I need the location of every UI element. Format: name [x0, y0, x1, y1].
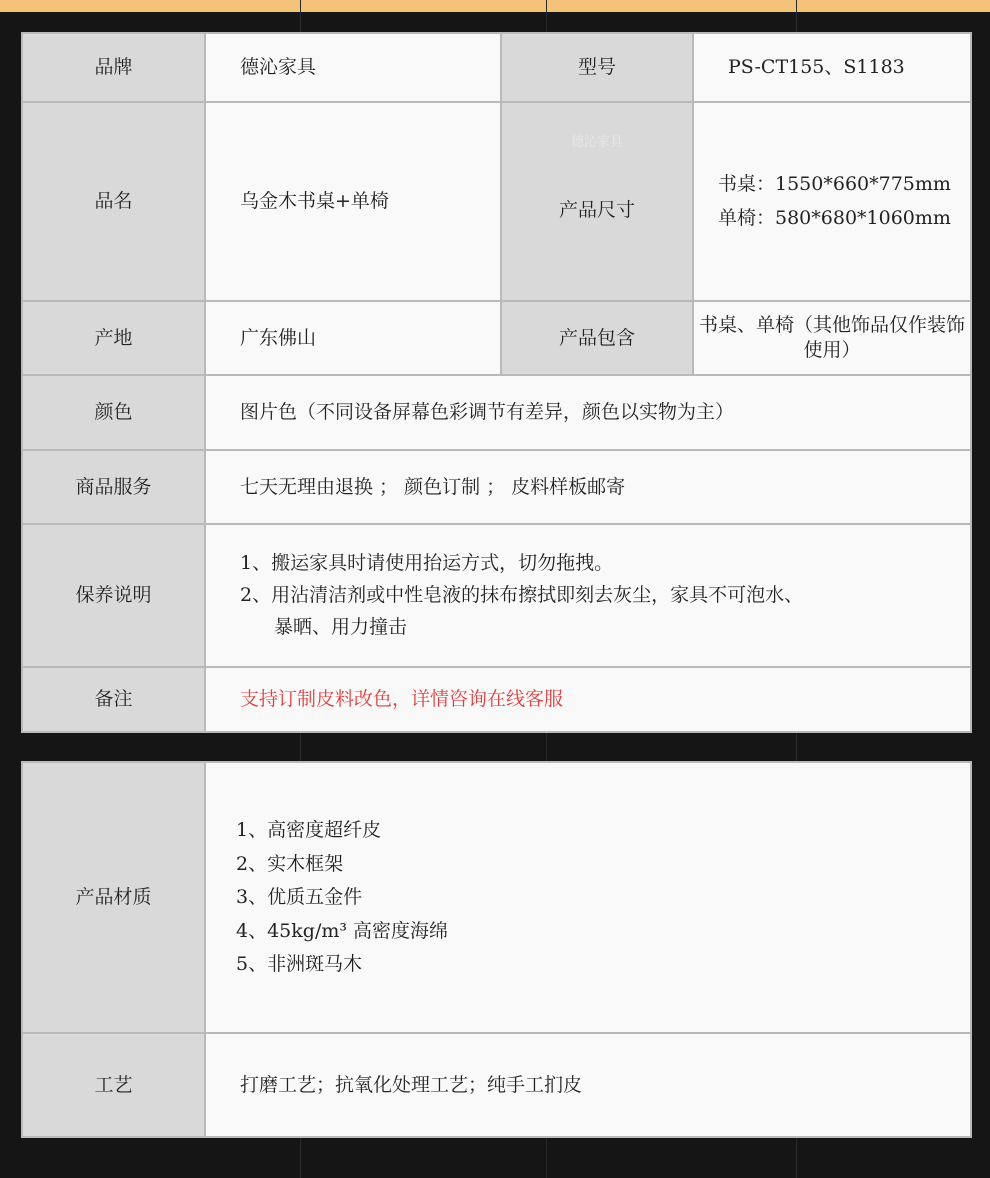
brand-value: 德沁家具: [205, 33, 501, 102]
origin-label: 产地: [22, 301, 205, 375]
material-label: 产品材质: [22, 762, 205, 1033]
material-line-5: 5、非洲斑马木: [236, 953, 363, 976]
material-line-3: 3、优质五金件: [236, 886, 363, 909]
table-row: [22, 762, 971, 1033]
name-value: 乌金木书桌+单椅: [205, 102, 501, 301]
craft-value: 打磨工艺；抗氧化处理工艺；纯手工扪皮: [205, 1033, 971, 1137]
model-value: PS-CT155、S1183: [693, 33, 971, 102]
material-table: [21, 761, 972, 1138]
size-line-chair: 单椅：580*680*1060mm: [718, 207, 951, 229]
material-line-4: 4、45kg/m³ 高密度海绵: [236, 919, 449, 942]
material-line-1: 1、高密度超纤皮: [236, 819, 382, 842]
note-label: 备注: [22, 667, 205, 732]
craft-label: 工艺: [22, 1033, 205, 1137]
table-row: [22, 375, 971, 450]
care-line-1: 1、搬运家具时请使用抬运方式，切勿拖拽。: [240, 552, 614, 575]
name-label: 品名: [22, 102, 205, 301]
color-value: 图片色（不同设备屏幕色彩调节有差异，颜色以实物为主）: [205, 375, 971, 450]
care-value: [205, 524, 971, 667]
size-line-desk: 书桌：1550*660*775mm: [718, 173, 951, 196]
table-row: [22, 450, 971, 524]
size-label: 产品尺寸: [558, 198, 635, 221]
table-row: [22, 524, 971, 667]
service-value: 七天无理由退换 ； 颜色订制 ； 皮料样板邮寄: [205, 450, 971, 524]
color-label: 颜色: [22, 375, 205, 450]
watermark-text: 德沁家具: [570, 134, 623, 150]
size-value: [693, 102, 971, 301]
top-accent-bar: [0, 0, 990, 12]
includes-label: 产品包含: [501, 301, 693, 375]
table-row: [22, 667, 971, 732]
care-line-2: 2、用沾清洁剂或中性皂液的抹布擦拭即刻去灰尘，家具不可泡水、: [240, 584, 804, 607]
origin-value: 广东佛山: [205, 301, 501, 375]
care-line-3: 暴晒、用力撞击: [274, 615, 408, 638]
size-label-cell: [501, 102, 693, 301]
service-label: 商品服务: [22, 450, 205, 524]
table-row: [22, 102, 971, 301]
material-value: [205, 762, 971, 1033]
table-row: [22, 33, 971, 102]
table-row: [22, 301, 971, 375]
note-value: 支持订制皮料改色，详情咨询在线客服: [205, 667, 971, 732]
includes-value: 书桌、单椅（其他饰品仅作装饰使用）: [693, 301, 971, 375]
material-line-2: 2、实木框架: [236, 852, 344, 875]
table-row: [22, 1033, 971, 1137]
model-label: 型号: [501, 33, 693, 102]
care-label: 保养说明: [22, 524, 205, 667]
brand-label: 品牌: [22, 33, 205, 102]
spec-table: [21, 32, 972, 733]
